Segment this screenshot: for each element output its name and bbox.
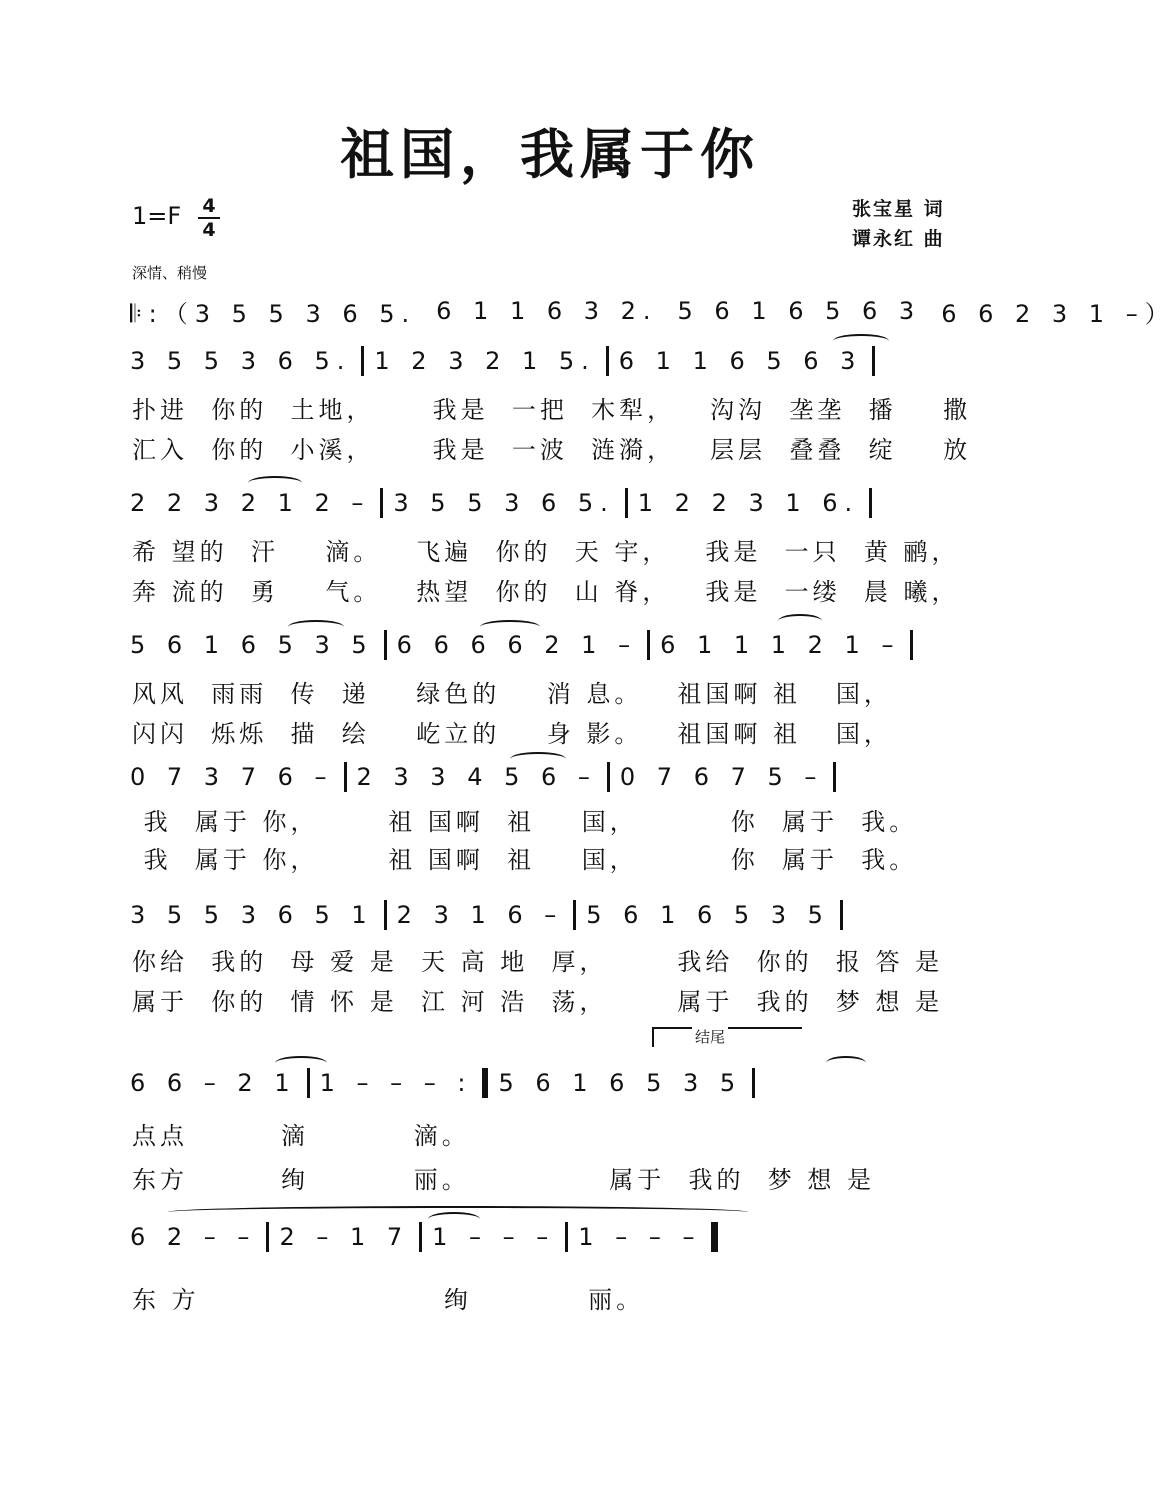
barline [380, 488, 383, 518]
measure: 5 6 1 6 5 3 5 [586, 901, 830, 929]
barline [573, 900, 576, 930]
measure: 6 1 1 6 5 6 3 [618, 347, 863, 375]
measure: 6 1 1 6 3 2. [436, 297, 658, 325]
meter-top: 4 [202, 195, 216, 217]
measure: 0 7 3 7 6 – [130, 763, 334, 791]
slur [826, 1056, 866, 1070]
measure: 3 5 5 3 6 5. [130, 347, 352, 375]
measure: 2 2 3 2 1 2 – [130, 489, 371, 517]
measure: 1 2 2 3 1 6. [637, 489, 860, 517]
barline [384, 630, 387, 660]
notation-row-4 [130, 624, 970, 666]
lyric-verse-2: 属于 你的 情 怀 是 江 河 浩 荡， 属于 我的 梦 想 是 [132, 988, 944, 1016]
measure: 6 6 2 3 1 –） [941, 299, 1176, 328]
repeat-end-barline [482, 1068, 488, 1098]
barline [384, 900, 387, 930]
barline [625, 488, 628, 518]
barline [910, 630, 913, 660]
slur [275, 1056, 327, 1070]
measure: 3 5 5 3 6 5. [393, 489, 615, 517]
final-barline [711, 1222, 718, 1252]
measure: 6 6 – 2 1 [130, 1069, 297, 1097]
notation-row-8 [130, 1216, 970, 1258]
slur [778, 614, 822, 628]
slur [480, 620, 540, 634]
lyric-verse-1: 点点 滴 滴。 [132, 1122, 470, 1150]
measure: 1 2 3 2 1 5. [374, 347, 596, 375]
barline [833, 762, 836, 792]
barline [752, 1068, 755, 1098]
measure: 0 7 6 7 5 – [619, 763, 824, 791]
slur [510, 752, 566, 766]
lyricist-credit: 张宝星 词 [852, 198, 945, 220]
measure: 2 3 3 4 5 6 – [356, 763, 597, 791]
barline [565, 1222, 568, 1252]
barline [869, 488, 872, 518]
time-signature [198, 196, 220, 240]
lyric-verse-1: 我 属于 你， 祖 国啊 祖 国， 你 属于 我。 [132, 808, 918, 836]
lyric-verse-1: 风风 雨雨 传 递 绿色的 消 息。 祖国啊 祖 国， [132, 680, 892, 708]
barline [307, 1068, 310, 1098]
measure: 5 6 1 6 5 3 5 [498, 1069, 743, 1097]
lyric-verse-1: 你给 我的 母 爱 是 天 高 地 厚， 我给 你的 报 答 是 [132, 948, 944, 976]
barline [419, 1222, 422, 1252]
measure: 1 – – – : [319, 1069, 473, 1097]
key-signature: 1=F [132, 202, 182, 230]
measure: 2 – 1 7 [279, 1223, 410, 1251]
lyric-verse-1: 扑进 你的 土地， 我是 一把 木犁， 沟沟 垄垄 播 撒 [132, 396, 972, 424]
measure: 6 6 6 6 2 1 – [396, 631, 638, 659]
tempo-marking: 深情、稍慢 [132, 264, 208, 282]
measure: 1 – – – [432, 1223, 556, 1251]
measure: 5 6 1 6 5 3 5 [130, 631, 374, 659]
measure: 1 – – – [578, 1223, 702, 1251]
slur [428, 1212, 480, 1226]
barline [606, 346, 609, 376]
song-title: 祖国，我属于你 [340, 122, 760, 186]
barline [607, 762, 610, 792]
notation-row-6 [130, 894, 970, 936]
lyric-verse-2: 东方 绚 丽。 属于 我的 梦 想 是 [132, 1166, 876, 1194]
slur [288, 620, 344, 634]
barline [647, 630, 650, 660]
lyric-verse-2: 我 属于 你， 祖 国啊 祖 国， 你 属于 我。 [132, 846, 918, 874]
barline [266, 1222, 269, 1252]
measure: 𝄆:（3 5 5 3 6 5. [130, 299, 417, 328]
lyric-verse-2: 汇入 你的 小溪， 我是 一波 涟漪， 层层 叠叠 绽 放 [132, 436, 972, 464]
ending-label: 结尾 [692, 1026, 728, 1047]
slur [833, 334, 889, 348]
barline [872, 346, 875, 376]
measure: 6 2 – – [130, 1223, 257, 1251]
lyric-verse-1: 东 方 绚 丽。 [132, 1286, 645, 1314]
lyric-verse-2: 奔 流的 勇 气。 热望 你的 山 脊， 我是 一缕 晨 曦， [132, 578, 960, 606]
slur [248, 476, 302, 490]
measure: 5 6 1 6 5 6 3 [677, 297, 922, 325]
measure: 2 3 1 6 – [396, 901, 564, 929]
barline [344, 762, 347, 792]
barline [361, 346, 364, 376]
meter-bottom: 4 [202, 219, 216, 241]
notation-row-intro [130, 290, 1176, 332]
barline [840, 900, 843, 930]
measure: 6 1 1 1 2 1 – [660, 631, 901, 659]
measure: 3 5 5 3 6 5 1 [130, 901, 374, 929]
composer-credit: 谭永红 曲 [852, 228, 945, 250]
lyric-verse-2: 闪闪 烁烁 描 绘 屹立的 身 影。 祖国啊 祖 国， [132, 720, 892, 748]
lyric-verse-1: 希 望的 汗 滴。 飞遍 你的 天 宇， 我是 一只 黄 鹂， [132, 538, 960, 566]
ending-bracket [652, 1027, 802, 1047]
